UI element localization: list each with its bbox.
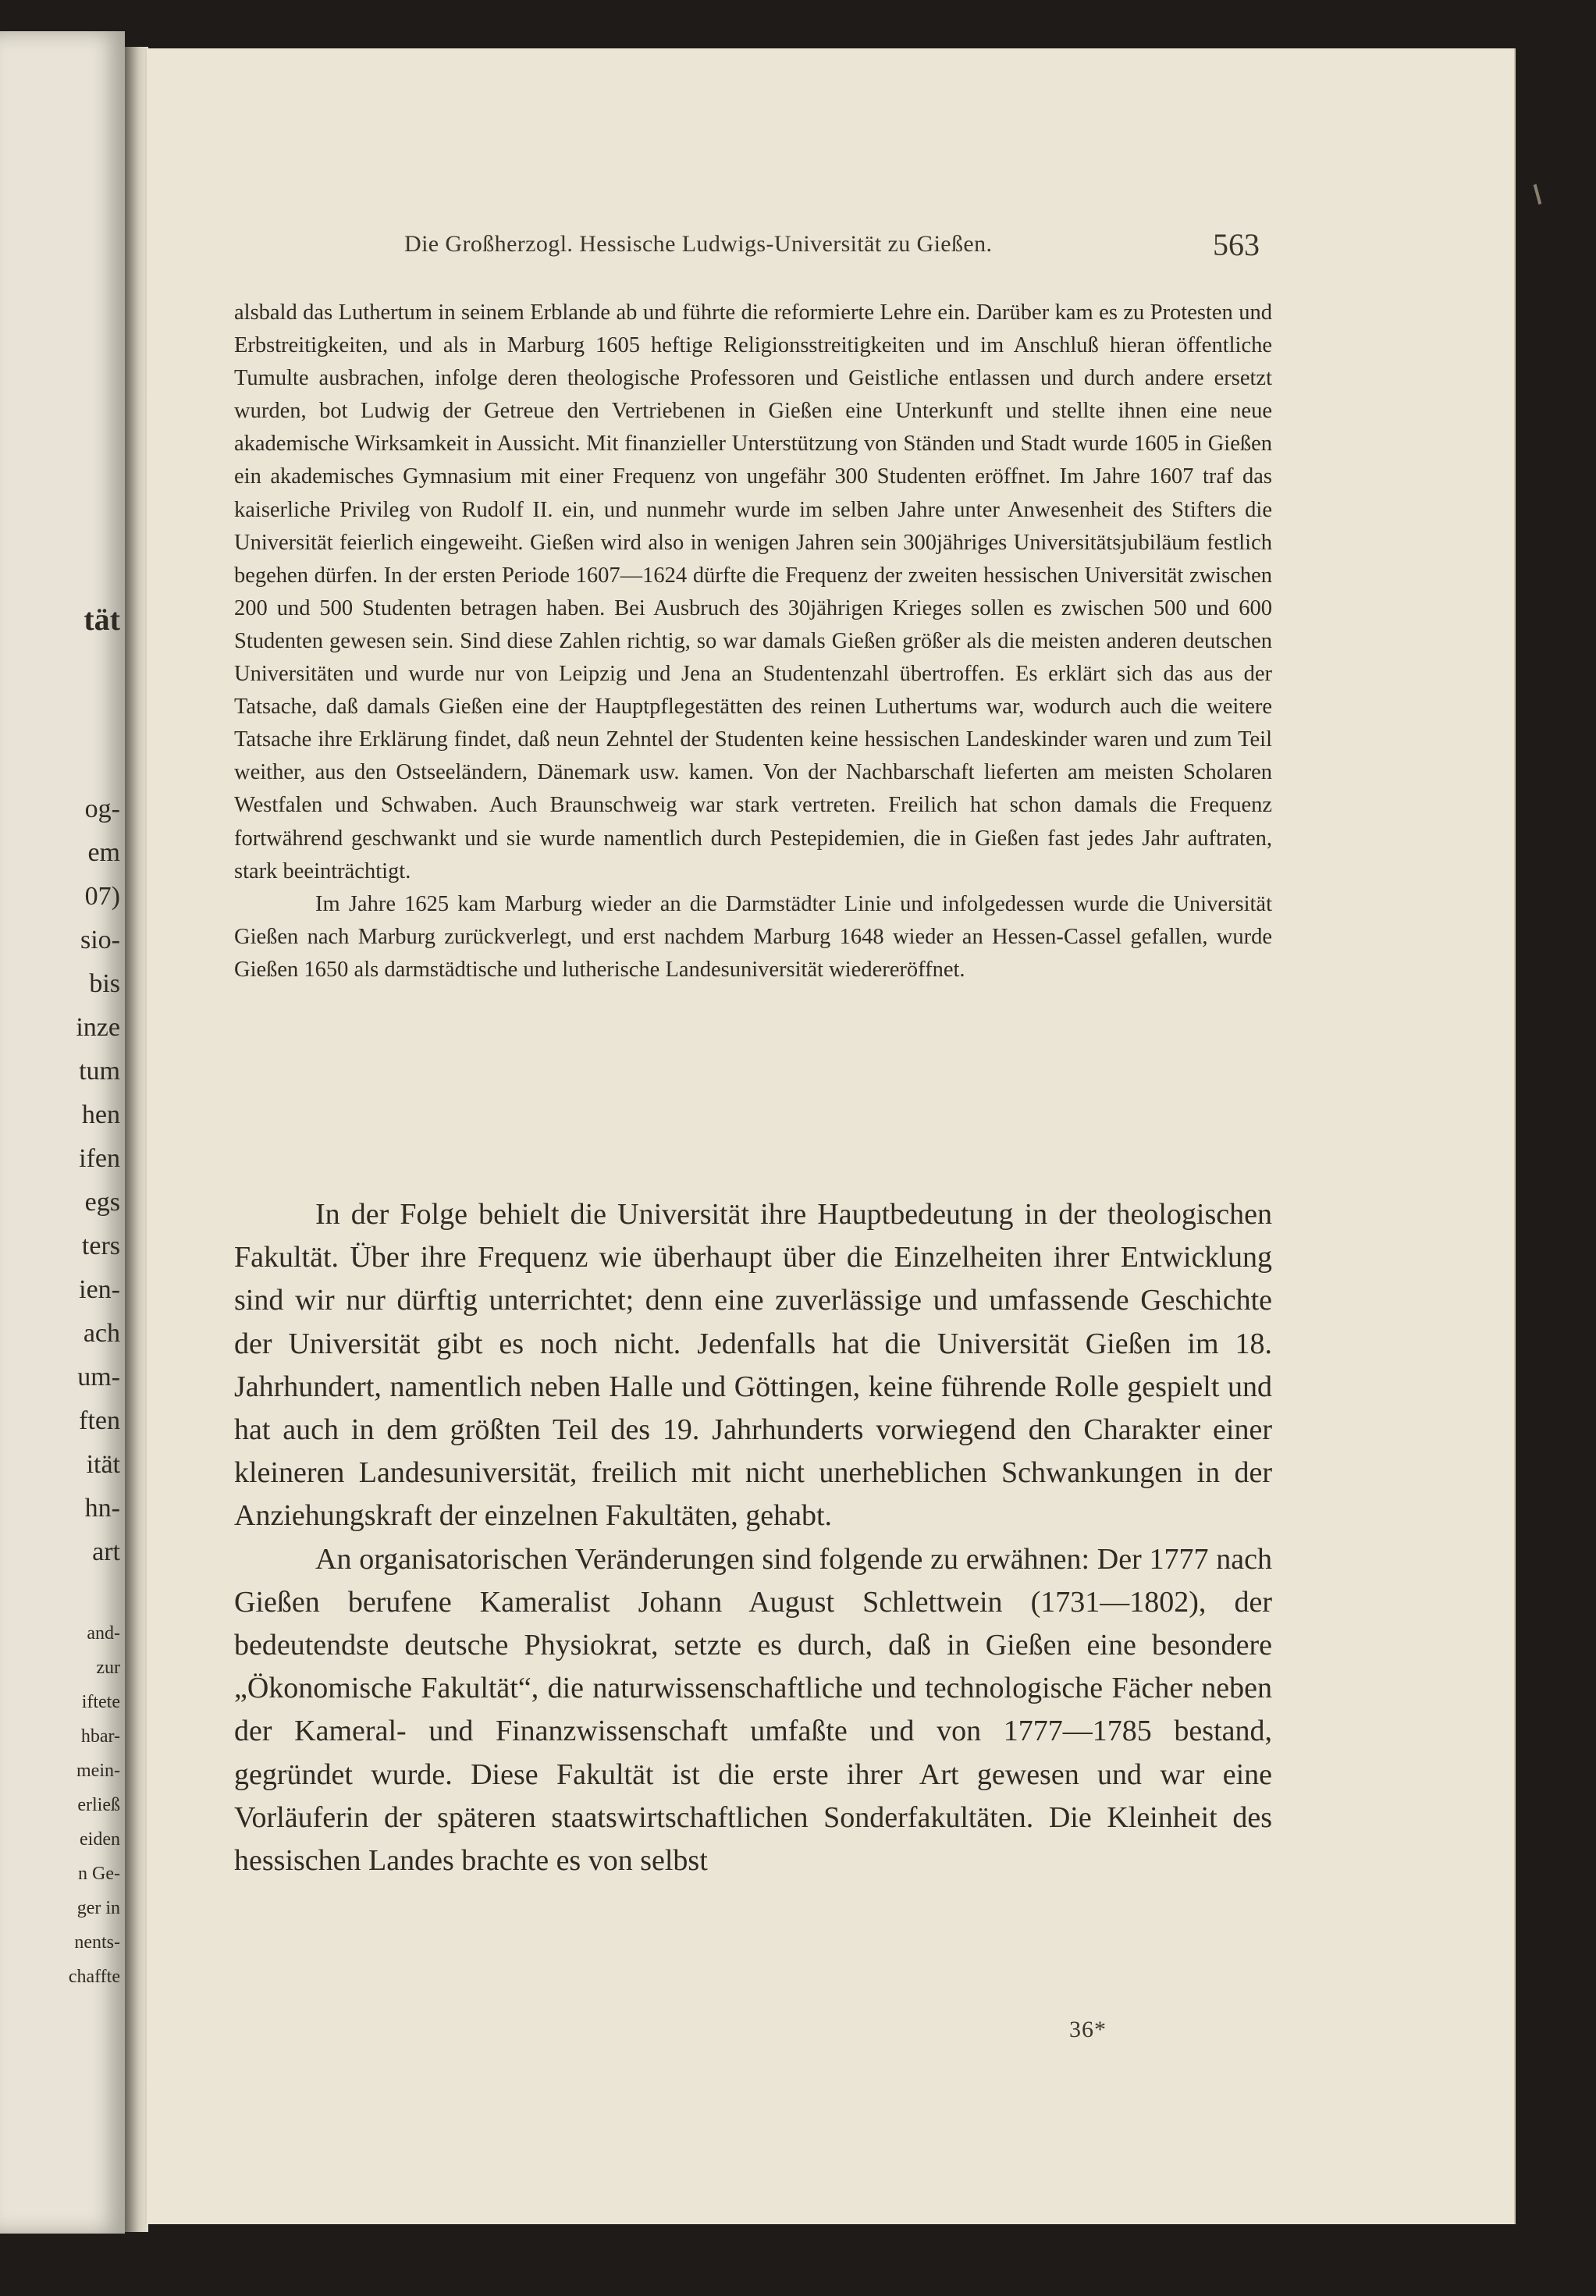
- facing-page-fragment: art: [92, 1537, 120, 1566]
- facing-page-fragment: ifen: [79, 1144, 120, 1173]
- facing-page-fragment: hn-: [84, 1494, 120, 1523]
- facing-page-fragment: nents-: [74, 1932, 120, 1953]
- small-paragraph: Im Jahre 1625 kam Marburg wieder an die Darmstädter Linie und infolgedessen wurde die Universität Gießen nach Marburg zurückverlegt, und erst nachdem Marburg 1648 wieder an Hessen-Cassel gefallen, wurde Gießen 1650 als darmstädtische und lutherische Landesuniversität wiedereröffnet.: [234, 891, 1272, 982]
- page-number: 563: [1213, 227, 1260, 262]
- facing-page-fragment: ach: [83, 1319, 120, 1348]
- facing-page-fragment: og-: [84, 794, 120, 823]
- facing-page-fragment: hbar-: [80, 1726, 120, 1747]
- facing-page-fragment: ften: [79, 1406, 120, 1435]
- body-paragraph: In der Folge behielt die Universität ihre Hauptbedeutung in der theologischen Fakultät. Über ihre Frequenz wie überhaupt über die Einzelheiten ihrer Entwicklung sind wir nur dürftig unterrichtet; denn eine zuverlässige und umfassende Geschichte der Universität gibt es noch nicht. Jedenfalls hat die Universität Gießen im 18. Jahrhundert, namentlich neben Halle und Göttingen, keine führende Rolle gespielt und hat auch in dem größten Teil des 19. Jahrhunderts vorwiegend den Charakter einer kleineren Landesuniversität, freilich mit nicht unerheblichen Schwankungen in der Anziehungskraft der einzelnen Fakultäten, gehabt.: [234, 1198, 1272, 1533]
- main-text-section: [234, 1193, 1272, 1882]
- facing-page-fragment: um-: [77, 1363, 120, 1391]
- facing-page-fragment: mein-: [76, 1761, 120, 1781]
- signature-mark: 36*: [1069, 2017, 1107, 2042]
- small-paragraph: alsbald das Luthertum in seinem Erblande ab und führte die reformierte Lehre ein. Darüber kam es zu Protesten und Erbstreitigkeiten, und als in Marburg 1605 heftige Religionsstreitigkeiten und im Anschluß hieran öffentliche Tumulte ausbrachen, infolge deren theologische Professoren und Geistliche entlassen und durch andere ersetzt wurden, bot Ludwig der Getreue den Vertriebenen in Gießen eine Unterkunft und stellte ihnen eine neue akademische Wirksamkeit in Aussicht. Mit finanzieller Unterstützung von Ständen und Stadt wurde 1605 in Gießen ein akademisches Gymnasium mit einer Frequenz von ungefähr 300 Studenten eröffnet. Im Jahre 1607 traf das kaiserliche Privileg von Rudolf II. ein, und nunmehr wurde im selben Jahre unter Anwesenheit des Stifters die Universität feierlich eingeweiht. Gießen wird also in wenigen Jahren sein 300jähriges Universitätsjubiläum festlich begehen dürfen. In der ersten Periode 1607—1624 dürfte die Frequenz der zweiten hessischen Universität zwischen 200 und 500 Studenten betragen haben. Bei Ausbruch des 30jährigen Krieges sollen es zwischen 500 und 600 Studenten gewesen sein. Sind diese Zahlen richtig, so war damals Gießen größer als die meisten anderen deutschen Universitäten und wurde nur von Leipzig und Jena an Studentenzahl übertroffen. Es erklärt sich das aus der Tatsache, daß damals Gießen eine der Hauptpflegestätten des reinen Luthertums war, wodurch auch die weitere Tatsache ihre Erklärung findet, daß neun Zehntel der Studenten keine hessischen Landeskinder waren und zum Teil weither, aus den Ostseeländern, Dänemark usw. kamen. Von der Nachbarschaft lieferten am meisten Scholaren Westfalen und Schwaben. Auch Braunschweig war stark vertreten. Freilich hat schon damals die Frequenz fortwährend geschwankt und sie wurde namentlich durch Pestepidemien, die in Gießen fast jedes Jahr auftraten, stark beeinträchtigt.: [234, 300, 1272, 883]
- facing-page-fragment: egs: [84, 1188, 120, 1217]
- facing-page-fragment: em: [87, 838, 120, 867]
- facing-page-fragment: tum: [79, 1057, 120, 1086]
- body-paragraph: An organisatorischen Veränderungen sind folgende zu erwähnen: Der 1777 nach Gießen berufene Kameralist Johann August Schlettwein (1731—1802), der bedeutendste deutsche Physiokrat, setzte es durch, daß in Gießen eine besondere „Ökonomische Fakultät“, die naturwissenschaftliche und technologische Fächer neben der Kameral- und Finanzwissenschaft umfaßte und von 1777—1785 bestand, gegründet wurde. Diese Fakultät ist die erste ihrer Art gewesen und war eine Vorläuferin der späteren staatswirtschaftlichen Sonderfakultäten. Die Kleinheit des hessischen Landes brachte es von selbst: [234, 1542, 1272, 1878]
- facing-page-fragment: tät: [84, 602, 120, 637]
- facing-page-fragment: inze: [76, 1013, 120, 1042]
- facing-page-fragment: ität: [86, 1450, 120, 1479]
- facing-page-fragment: eiden: [80, 1829, 120, 1850]
- facing-page-fragment: ters: [81, 1232, 120, 1260]
- facing-page-fragment: ger in: [76, 1898, 120, 1918]
- facing-page-fragment: ien-: [79, 1275, 120, 1304]
- facing-page-fragment: bis: [89, 969, 120, 998]
- page-edge-mark: [1534, 184, 1542, 204]
- facing-page-fragment: chaffte: [68, 1967, 120, 1987]
- facing-page: [0, 31, 125, 2234]
- facing-page-fragment: erließ: [77, 1795, 120, 1815]
- facing-page-fragment: zur: [96, 1658, 120, 1678]
- facing-page-fragment: n Ge-: [78, 1864, 120, 1884]
- running-title: Die Großherzogl. Hessische Ludwigs-Universität zu Gießen.: [404, 231, 993, 257]
- facing-page-fragment: 07): [84, 882, 120, 911]
- facing-page-fragment: iftete: [81, 1692, 120, 1712]
- facing-page-fragment: and-: [87, 1623, 120, 1644]
- small-print-section: [234, 297, 1272, 986]
- facing-page-fragment: hen: [81, 1100, 120, 1129]
- facing-page-fragment: sio-: [80, 926, 120, 954]
